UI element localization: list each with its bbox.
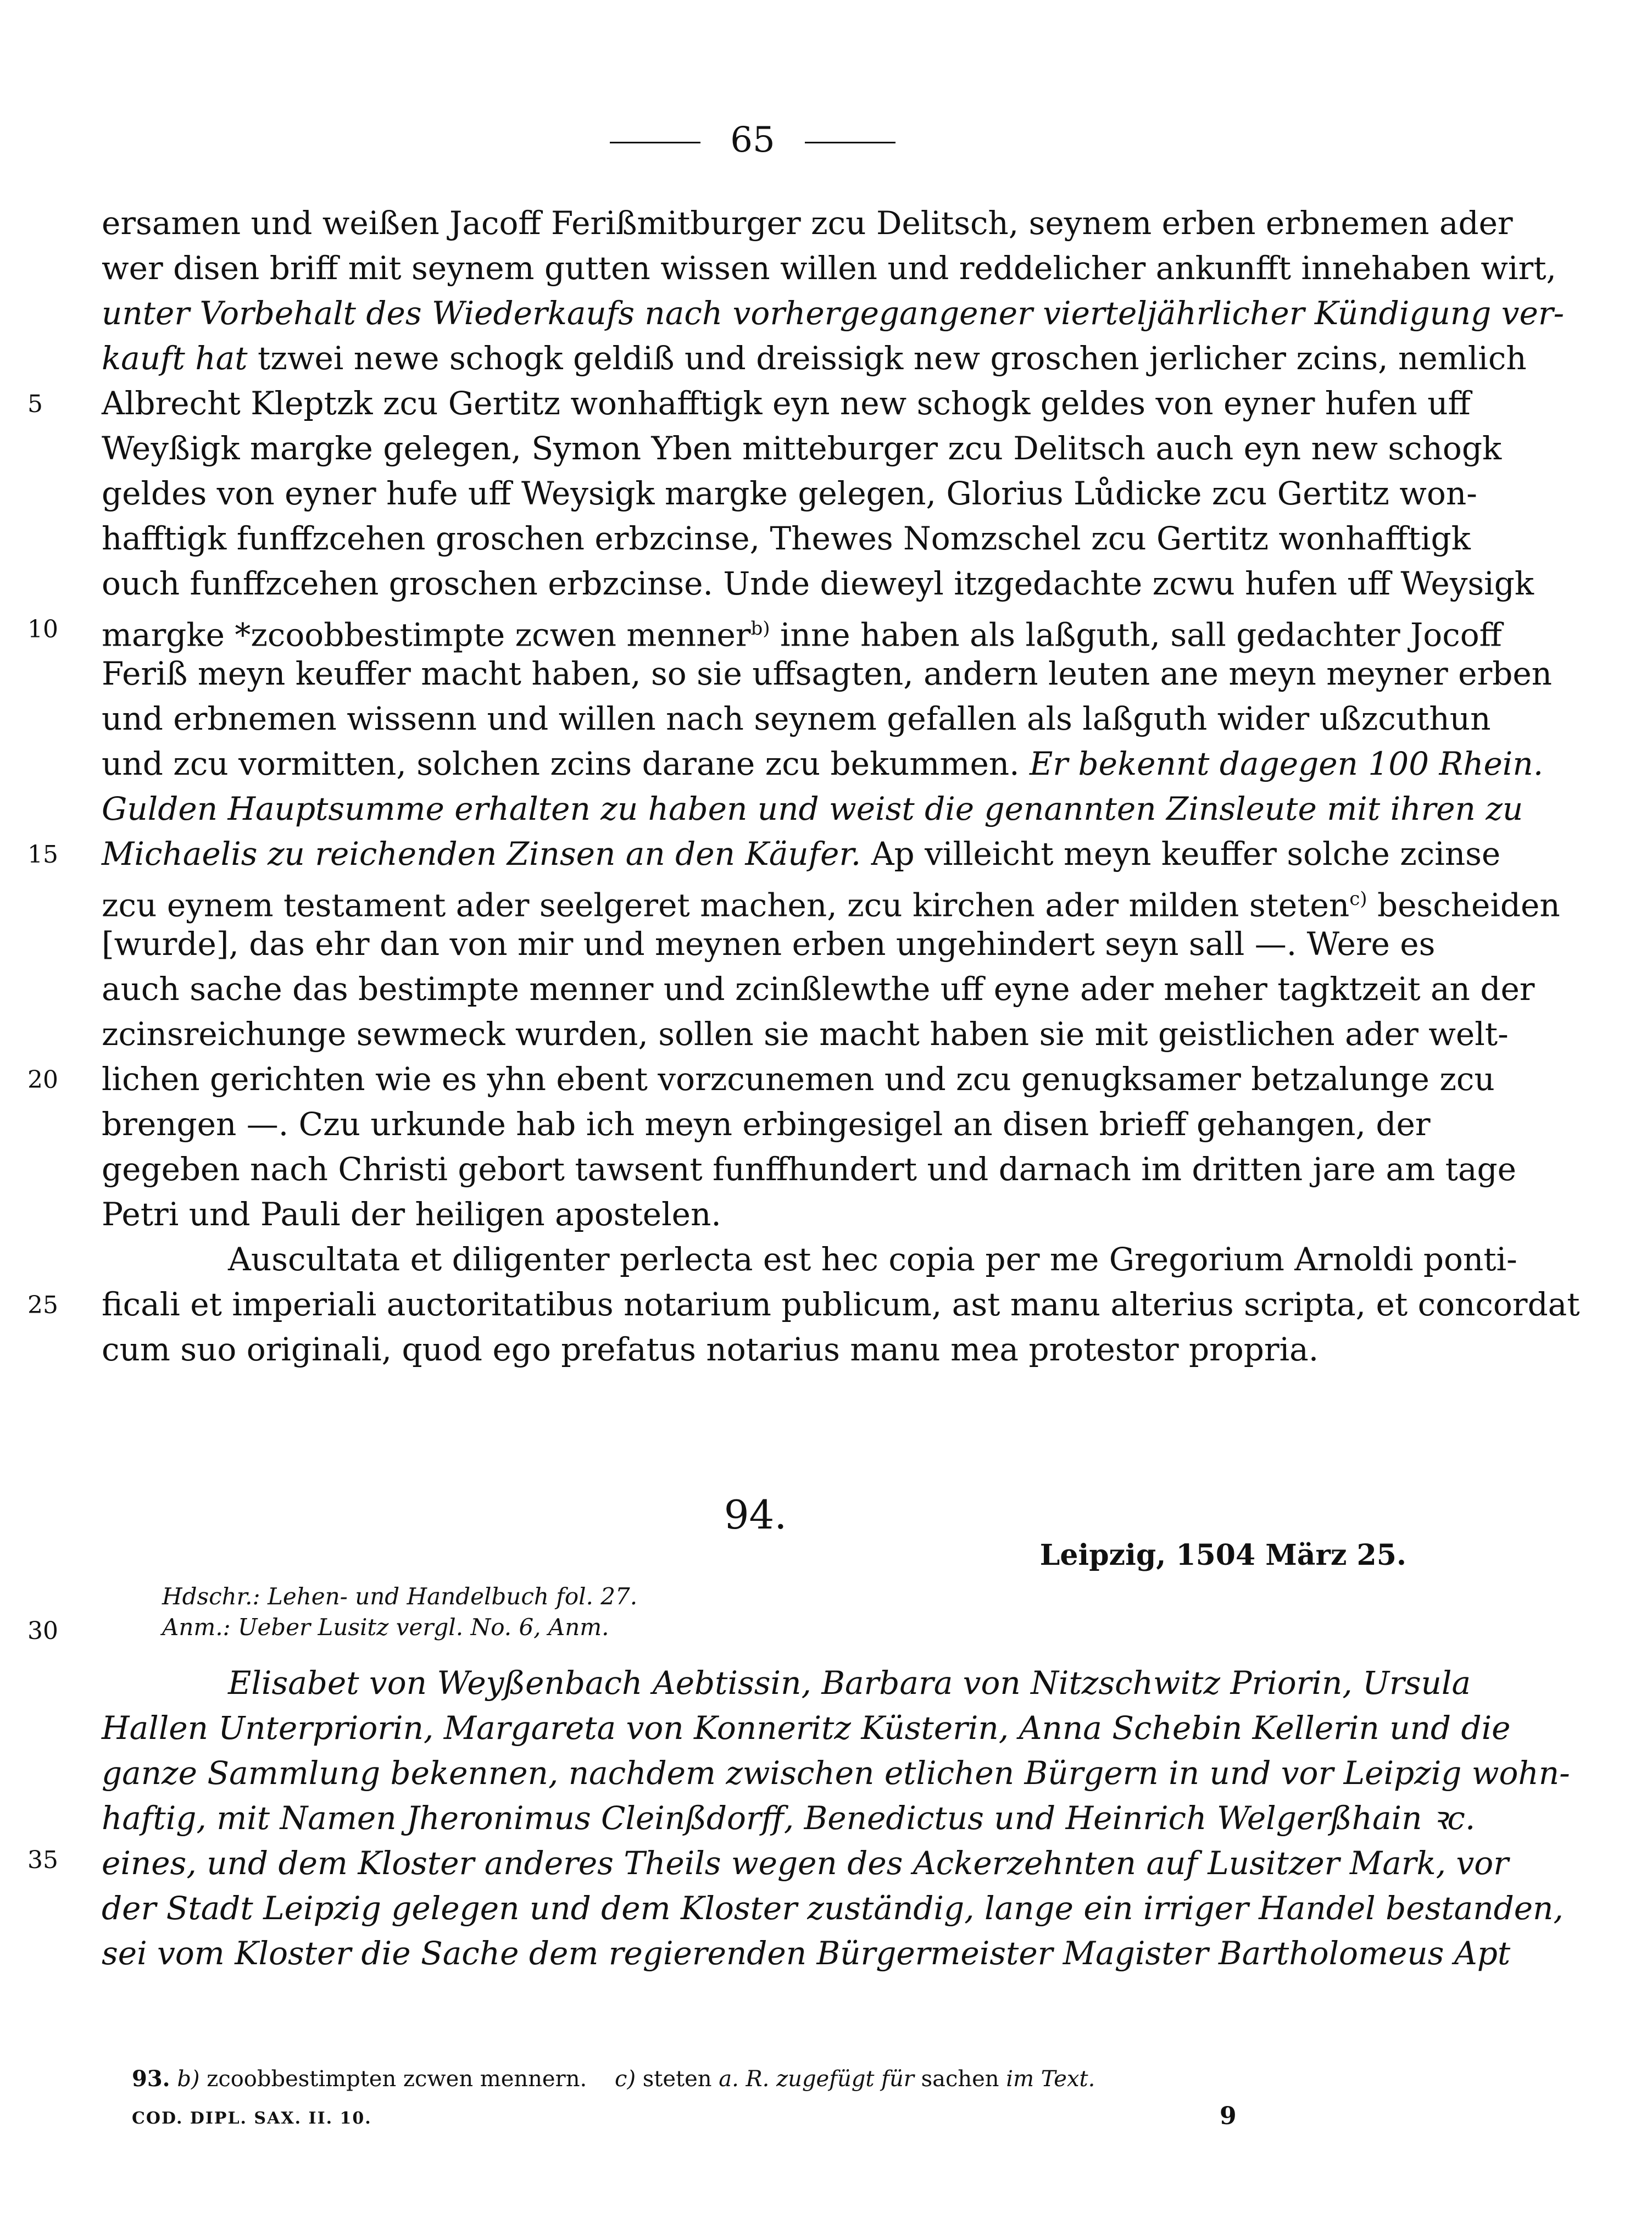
footnote-text: a. R. zugefügt für xyxy=(719,2066,914,2092)
text-line: Feriß meyn keuffer macht haben, so sie uffsagten, andern leuten ane meyn meyner erben xyxy=(102,655,1553,692)
footnote-text: sachen xyxy=(921,2066,999,2092)
source-note: Hdschr.: Lehen- und Handelbuch fol. 27. xyxy=(162,1583,638,1610)
page-header xyxy=(599,120,906,164)
text-line: brengen —. Czu urkunde hab ich meyn erbingesigel an disen brieff gehangen, der xyxy=(102,1105,1431,1143)
text-line xyxy=(102,741,1544,786)
footnote-text: steten xyxy=(642,2066,712,2092)
text-line xyxy=(102,606,1502,654)
text-span: bescheiden xyxy=(1367,886,1560,924)
line-number: 20 xyxy=(27,1066,58,1094)
text-line: gegeben nach Christi gebort tawsent funffhundert und darnach im dritten jare am tage xyxy=(102,1151,1516,1188)
line-number: 30 xyxy=(27,1617,58,1645)
footnote-mark: b) xyxy=(750,618,770,640)
footnote-mark: c) xyxy=(1349,888,1367,910)
line-number: 25 xyxy=(27,1291,58,1319)
text-line: zcinsreichunge sewmeck wurden, sollen sie macht haben sie mit geistlichen ader welt- xyxy=(102,1015,1509,1053)
sheet-number: 9 xyxy=(1220,2102,1237,2130)
footnote-mark: b) xyxy=(177,2066,200,2092)
text-line: geldes von eyner hufe uff Weysigk margke gelegen, Glorius Lůdicke zcu Gertitz won- xyxy=(102,475,1477,512)
text-line: ersamen und weißen Jacoff Ferißmitburger zcu Delitsch, seynem erben erbnemen ader xyxy=(102,204,1513,242)
text-span: zcu eynem testament ader seelgeret machen, zcu kirchen ader milden steten xyxy=(102,886,1350,924)
signature-mark: COD. DIPL. SAX. II. 10. xyxy=(132,2109,372,2128)
regest-line: Elisabet von Weyßenbach Aebtissin, Barbara von Nitzschwitz Priorin, Ursula xyxy=(228,1664,1471,1702)
italic-phrase: kauft hat xyxy=(102,340,248,377)
footnote xyxy=(132,2066,1095,2092)
line-number: 5 xyxy=(27,390,43,418)
text-line xyxy=(102,831,1501,876)
regest-line: ganze Sammlung bekennen, nachdem zwischen etlichen Bürgern in und vor Leipzig wohn- xyxy=(102,1754,1570,1792)
regest-line: eines, und dem Kloster anderes Theils wegen des Ackerzehnten auf Lusitzer Mark, vor xyxy=(102,1844,1509,1882)
regest-line: sei vom Kloster die Sache dem regierenden Bürgermeister Magister Bartholomeus Apt xyxy=(102,1935,1511,1972)
regest-line: Hallen Unterpriorin, Margareta von Konneritz Küsterin, Anna Schebin Kellerin und die xyxy=(102,1709,1511,1747)
text-span: margke *zcoobbestimpte zcwen menner xyxy=(102,616,751,654)
text-line: Weyßigk margke gelegen, Symon Yben mitteburger zcu Delitsch auch eyn new schogk xyxy=(102,430,1502,467)
italic-phrase: Er bekennt dagegen 100 Rhein. xyxy=(1030,745,1544,782)
text-line: Albrecht Kleptzk zcu Gertitz wonhafftigk eyn new schogk geldes von eyner hufen uff xyxy=(102,385,1471,422)
text-line: auch sache das bestimpte menner und zcinßlewthe uff eyne ader meher tagktzeit an der xyxy=(102,970,1535,1008)
text-line: ouch funffzcehen groschen erbzcinse. Unde dieweyl itzgedachte zcwu hufen uff Weysigk xyxy=(102,565,1534,602)
place-date: Leipzig, 1504 März 25. xyxy=(1039,1538,1406,1572)
text-line: ficali et imperiali auctoritatibus notarium publicum, ast manu alterius scripta, et concordat xyxy=(102,1286,1580,1323)
page-number: 65 xyxy=(730,120,775,160)
text-line-italic: unter Vorbehalt des Wiederkaufs nach vorhergegangener vierteljährlicher Kündigung ver- xyxy=(102,294,1565,332)
footnote-ref: 93. xyxy=(132,2066,170,2092)
line-number: 35 xyxy=(27,1846,58,1874)
text-span: tzwei newe schogk geldiß und dreissigk new groschen jerlicher zcins, nemlich xyxy=(247,340,1527,377)
text-line: lichen gerichten wie es yhn ebent vorzcunemen und zcu genugksamer betzalunge zcu xyxy=(102,1060,1495,1098)
footnote-text: zcoobbestimpten zcwen mennern. xyxy=(207,2066,587,2092)
text-line xyxy=(102,876,1560,924)
text-line: [wurde], das ehr dan von mir und meynen erben ungehindert seyn sall —. Were es xyxy=(102,925,1436,963)
line-number: 15 xyxy=(27,841,58,869)
text-line: wer disen briff mit seynem gutten wissen willen und reddelicher ankunfft innehaben wirt, xyxy=(102,249,1556,287)
text-line: Petri und Pauli der heiligen apostelen. xyxy=(102,1196,721,1233)
text-line-italic: Gulden Hauptsumme erhalten zu haben und weist die genannten Zinsleute mit ihren zu xyxy=(102,790,1523,827)
line-number: 10 xyxy=(27,615,58,643)
source-note: Anm.: Ueber Lusitz vergl. No. 6, Anm. xyxy=(162,1614,609,1641)
text-span: und zcu vormitten, solchen zcins darane zcu bekummen. xyxy=(102,745,1030,782)
text-line: Auscultata et diligenter perlecta est hec copia per me Gregorium Arnoldi ponti- xyxy=(228,1241,1517,1278)
text-line xyxy=(102,336,1527,381)
text-line: und erbnemen wissenn und willen nach seynem gefallen als laßguth wider ußzcuthun xyxy=(102,700,1491,737)
text-line: hafftigk funffzcehen groschen erbzcinse, Thewes Nomzschel zcu Gertitz wonhafftigk xyxy=(102,520,1471,557)
regest-line: der Stadt Leipzig gelegen und dem Kloster zuständig, lange ein irriger Handel bestanden, xyxy=(102,1890,1564,1927)
footnote-mark: c) xyxy=(615,2066,636,2092)
header-rule-left xyxy=(610,142,700,143)
header-rule-right xyxy=(805,142,895,143)
document-number: 94. xyxy=(724,1492,787,1538)
text-span: inne haben als laßguth, sall gedachter Jocoff xyxy=(770,616,1502,654)
footnote-text: im Text. xyxy=(1006,2066,1095,2092)
italic-phrase: Michaelis zu reichenden Zinsen an den Käufer. xyxy=(102,835,861,873)
text-span: Ap villeicht meyn keuffer solche zcinse xyxy=(861,835,1501,873)
text-line: cum suo originali, quod ego prefatus notarius manu mea protestor propria. xyxy=(102,1331,1319,1368)
regest-line: haftig, mit Namen Jheronimus Cleinßdorff, Benedictus und Heinrich Welgerßhain ꝛc. xyxy=(102,1799,1476,1837)
